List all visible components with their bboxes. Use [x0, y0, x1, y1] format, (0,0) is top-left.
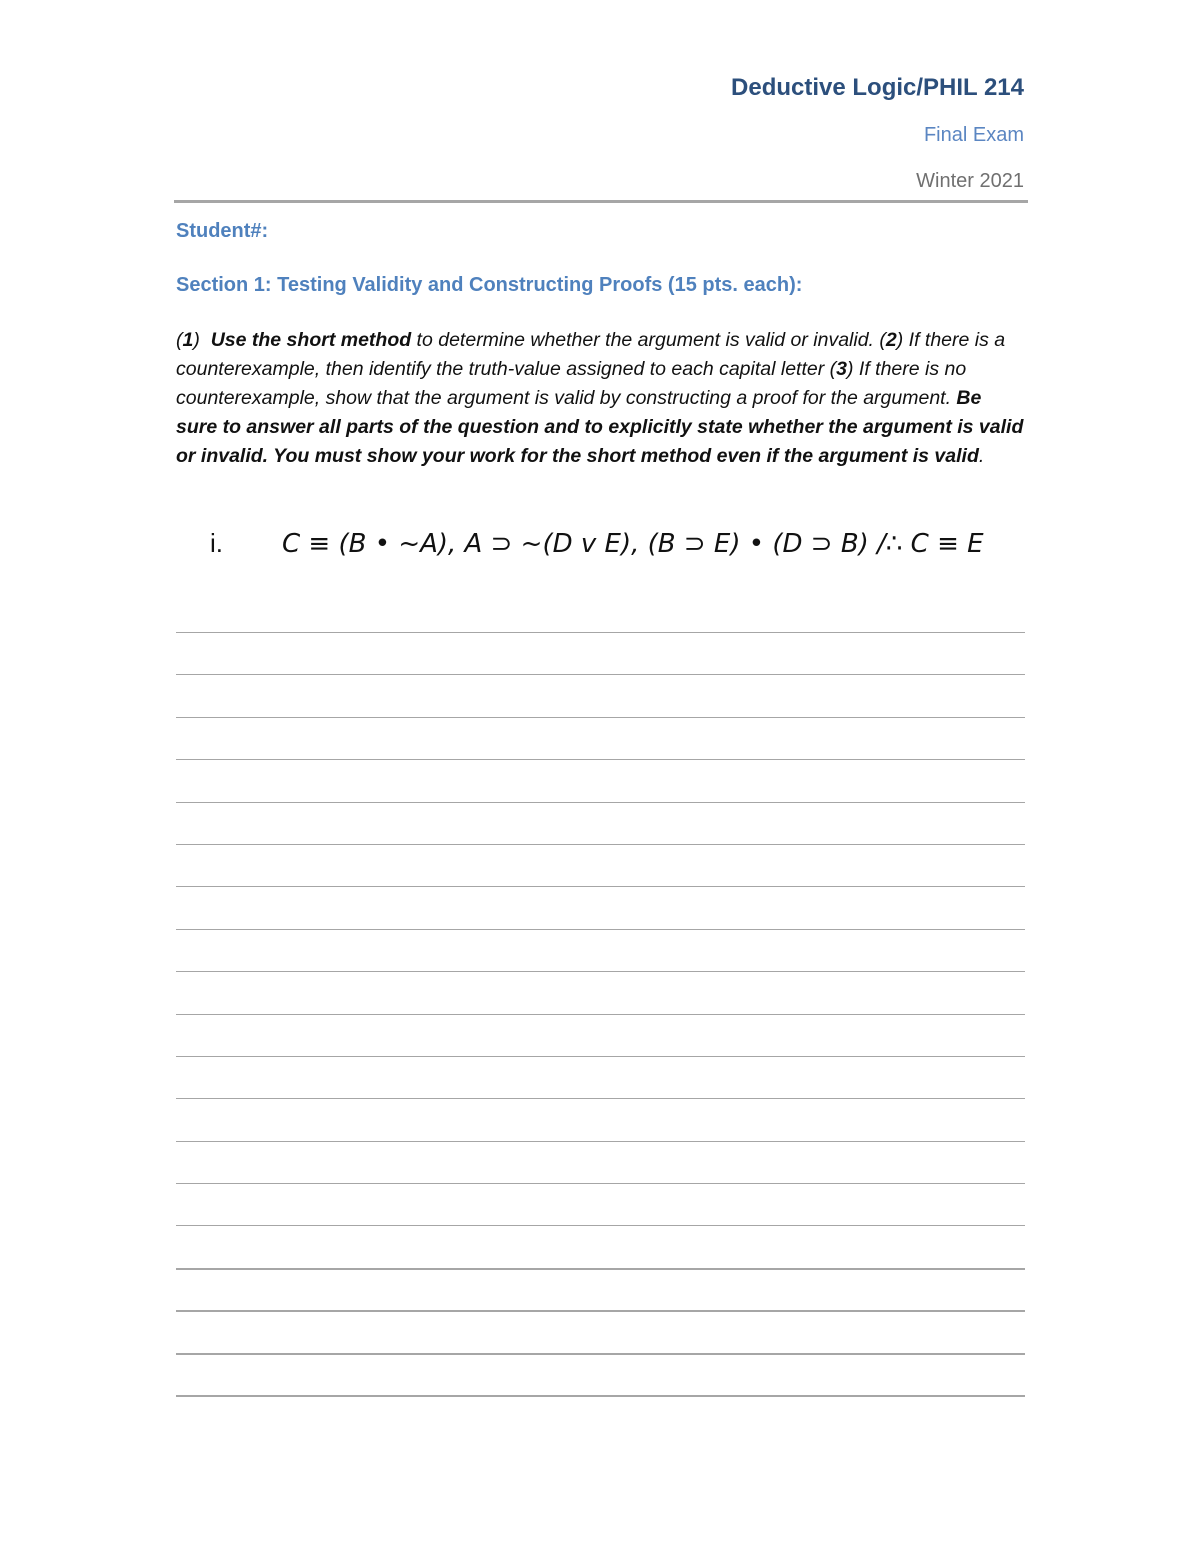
answer-line[interactable]: [176, 1353, 1025, 1395]
answer-line[interactable]: [176, 1141, 1025, 1183]
answer-line[interactable]: [176, 1395, 1025, 1397]
header-divider: [174, 200, 1028, 203]
answer-line[interactable]: [176, 802, 1025, 844]
exam-name: Final Exam: [923, 124, 1024, 146]
answer-line[interactable]: [176, 886, 1025, 928]
problem-formula: C ≡ (B • ~A), A ⊃ ~(D v E), (B ⊃ E) • (D ⊃ B) /∴ C ≡ E: [282, 529, 984, 559]
answer-line[interactable]: [176, 971, 1025, 1013]
step-2-number: 2: [885, 329, 897, 351]
step-1-number: 1: [182, 329, 194, 351]
step-3-text: ) If there is no counterexample, show that the argument is valid by constructing a proof for the argument.: [176, 358, 967, 409]
short-method-emphasis: Use the short method: [210, 329, 412, 351]
section-heading: Section 1: Testing Validity and Constructing Proofs (15 pts. each):: [176, 274, 803, 296]
instructions-paragraph: [176, 326, 1026, 471]
answer-line[interactable]: [176, 1183, 1025, 1225]
step-3-number: 3: [836, 358, 847, 380]
step-2-text: ) If there is a counterexample, then identify the truth-value assigned to each capital letter (: [176, 329, 1006, 380]
answer-line[interactable]: [176, 1310, 1025, 1352]
problem-i: [210, 528, 984, 559]
answer-line[interactable]: [176, 1056, 1025, 1098]
answer-lines[interactable]: [176, 632, 1025, 1397]
answer-line[interactable]: [176, 1098, 1025, 1140]
student-number-label: Student#:: [176, 220, 269, 242]
course-title: Deductive Logic/PHIL 214: [731, 74, 1024, 101]
step-1-text: to determine whether the argument is valid or invalid. (: [411, 329, 886, 351]
answer-line[interactable]: [176, 929, 1025, 971]
answer-line[interactable]: [176, 1268, 1025, 1310]
problem-number: i.: [210, 528, 223, 558]
answer-line[interactable]: [176, 632, 1025, 674]
exam-term: Winter 2021: [916, 170, 1024, 192]
answer-line[interactable]: [176, 717, 1025, 759]
paren-open: (: [176, 329, 183, 351]
answer-line[interactable]: [176, 1014, 1025, 1056]
instructions-emphasis: Be sure to answer all parts of the question and to explicitly state whether the argument is valid or invalid. You must show your work for the short method even if the argument is valid: [176, 387, 1024, 467]
instructions-end: .: [978, 445, 985, 467]
answer-line[interactable]: [176, 674, 1025, 716]
paren-close: ): [193, 329, 200, 351]
answer-line[interactable]: [176, 1225, 1025, 1267]
answer-line[interactable]: [176, 759, 1025, 801]
answer-line[interactable]: [176, 844, 1025, 886]
